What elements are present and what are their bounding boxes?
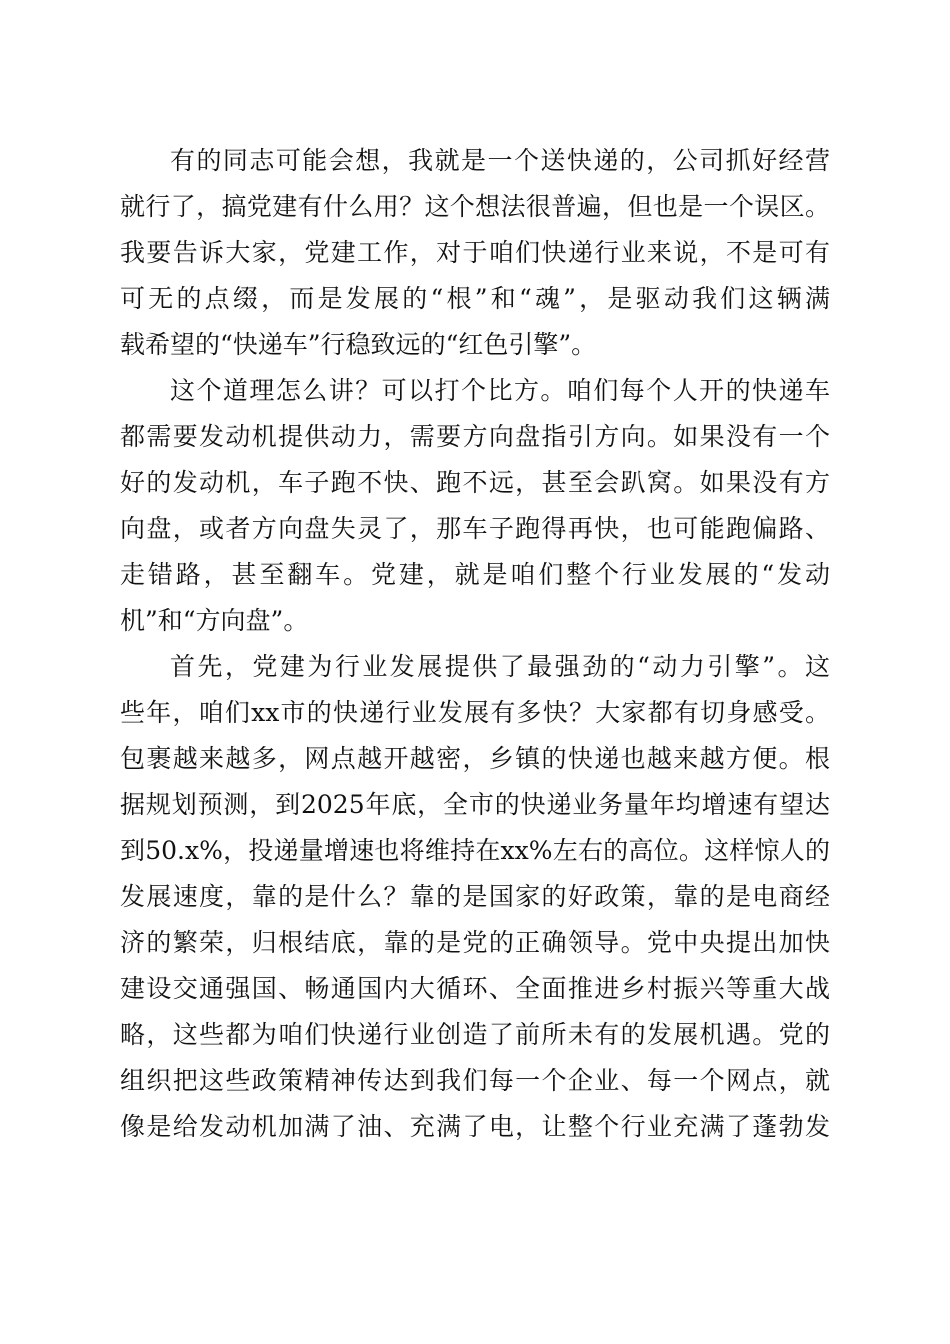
paragraph-2-line-4: 向盘，或者方向盘失灵了，那车子跑得再快，也可能跑偏路、 bbox=[120, 514, 830, 543]
paragraph-3-line-1: 首先，党建为行业发展提供了最强劲的“动力引擎”。这 bbox=[170, 652, 830, 681]
paragraph-2-line-2: 都需要发动机提供动力，需要方向盘指引方向。如果没有一个 bbox=[120, 422, 830, 451]
paragraph-3-line-5: 到50.x%，投递量增速也将维持在xx%左右的高位。这样惊人的 bbox=[120, 836, 830, 865]
paragraph-3-line-6: 发展速度，靠的是什么？靠的是国家的好政策，靠的是电商经 bbox=[120, 882, 830, 911]
paragraph-3-line-3: 包裹越来越多，网点越开越密，乡镇的快递也越来越方便。根 bbox=[120, 744, 830, 773]
paragraph-2-line-1: 这个道理怎么讲？可以打个比方。咱们每个人开的快递车 bbox=[170, 376, 830, 405]
paragraph-1-line-3: 我要告诉大家，党建工作，对于咱们快递行业来说，不是可有 bbox=[120, 238, 830, 267]
paragraph-3-line-7: 济的繁荣，归根结底，靠的是党的正确领导。党中央提出加快 bbox=[120, 928, 830, 957]
paragraph-2-line-3: 好的发动机，车子跑不快、跑不远，甚至会趴窝。如果没有方 bbox=[120, 468, 830, 497]
paragraph-3-line-9: 略，这些都为咱们快递行业创造了前所未有的发展机遇。党的 bbox=[120, 1020, 830, 1049]
paragraph-1-line-5: 载希望的“快递车”行稳致远的“红色引擎”。 bbox=[120, 330, 597, 359]
paragraph-3-line-10: 组织把这些政策精神传达到我们每一个企业、每一个网点，就 bbox=[120, 1066, 830, 1095]
paragraph-3-line-2: 些年，咱们xx市的快递行业发展有多快？大家都有切身感受。 bbox=[120, 698, 830, 727]
paragraph-1-line-1: 有的同志可能会想，我就是一个送快递的，公司抓好经营 bbox=[170, 146, 830, 175]
paragraph-3-line-4: 据规划预测，到2025年底，全市的快递业务量年均增速有望达 bbox=[120, 790, 830, 819]
paragraph-1-line-2: 就行了，搞党建有什么用？这个想法很普遍，但也是一个误区。 bbox=[120, 192, 830, 221]
paragraph-3-line-8: 建设交通强国、畅通国内大循环、全面推进乡村振兴等重大战 bbox=[120, 974, 830, 1003]
paragraph-3-line-11: 像是给发动机加满了油、充满了电，让整个行业充满了蓬勃发 bbox=[120, 1112, 830, 1141]
paragraph-2-line-5: 走错路，甚至翻车。党建，就是咱们整个行业发展的“发动 bbox=[120, 560, 830, 589]
paragraph-2-line-6: 机”和“方向盘”。 bbox=[120, 606, 309, 635]
paragraph-1-line-4: 可无的点缀，而是发展的“根”和“魂”，是驱动我们这辆满 bbox=[120, 284, 830, 313]
